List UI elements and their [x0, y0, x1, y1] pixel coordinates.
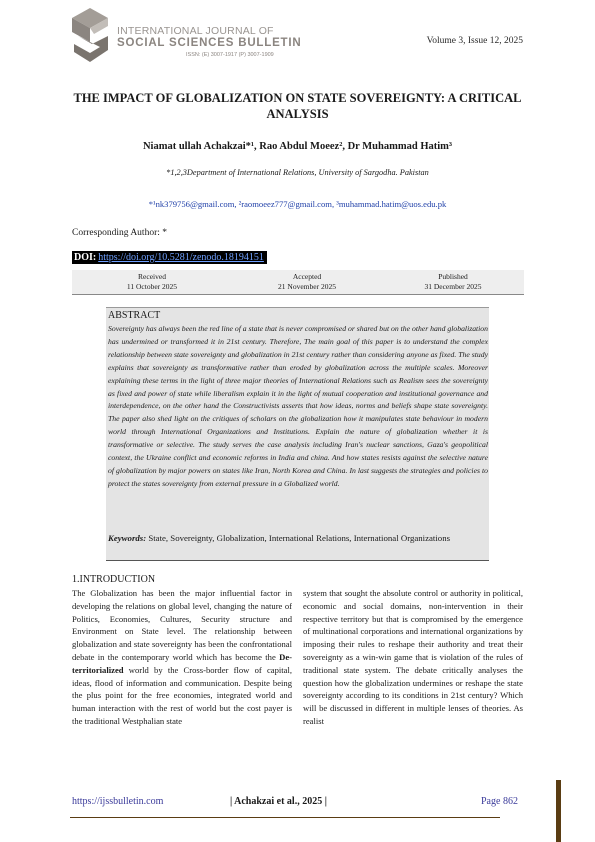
paper-title: THE IMPACT OF GLOBALIZATION ON STATE SOVEREIGNTY: A CRITICAL ANALYSIS [73, 91, 522, 121]
footer-url-link[interactable]: https://ijssbulletin.com [72, 796, 164, 807]
dates-table [72, 270, 524, 295]
intro-left-column [72, 587, 292, 728]
doi-link[interactable]: https://doi.org/10.5281/zenodo.18194151 [98, 251, 267, 264]
footer-citation: | Achakzai et al., 2025 | [230, 796, 327, 807]
abstract-heading: ABSTRACT [108, 310, 161, 321]
abstract-body: Sovereignty has always been the red line of a state that is never compromised or shared but on the other hand globalization has undermined or transformed it in 21st century. Therefore, The main goal of this paper is to understand the complex relationship between state sovereignty and globalization in 21st century rather than considering anyone as fixed. The study explains that sovereignty as transformative rather than eroded by globalization across the multiple scales. Moreover explaining these terms in the light of three major theories of International Relations such as Realism sees the sovereignty as fixed and power of state while liberalism explain it in the light of mutual cooperation and institutional governance and interdependence, on the other hand the Constructivists asserts that how ideas, norms and beliefs shape state sovereignty. The paper also shed light on the critiques of scholars on the globalization how it manipulates state behaviour in modern world through International Organizations and Institutions. Explain the nature of globalization whether it is transformative or selective. The study serves the case analysis including Iran's nuclear sanctions, Gaza's geopolitical context, the Ukraine conflict and economic reforms in India and china. And how states resists against the selective nature of globalization by major powers on states like Iran, North Korea and China. In last suggests the strategies and policies to protect the states sovereignty from external pressure in a Globalized world. [108, 324, 488, 488]
keywords-label: Keywords: [108, 533, 147, 543]
received-date [72, 272, 232, 292]
author-list: Niamat ullah Achakzai*¹, Rao Abdul Moeez², Dr Muhammad Hatim³ [142, 141, 453, 152]
doi-label: DOI: [74, 252, 97, 263]
abstract-box [106, 307, 489, 561]
intro-text: world by the Cross-border flow of capital, ideas, flood of information and communication. Despite being the plus point for the free economies, integrated world and human interaction with the rest of world but the cost payer is the traditional Westphalian state [72, 664, 292, 726]
accepted-value: 21 November 2025 [278, 282, 336, 291]
footer-accent-bar [556, 780, 561, 842]
accepted-label: Accepted [292, 272, 322, 281]
keywords-list: State, Sovereignty, Globalization, International Relations, International Organizations [146, 533, 451, 543]
published-value: 31 December 2025 [424, 282, 482, 291]
received-label: Received [138, 272, 166, 281]
intro-emphasis: De-territorialized [72, 651, 292, 675]
affiliation: *1,2,3Department of International Relations, University of Sargodha. Pakistan [166, 168, 429, 177]
intro-right-column: system that sought the absolute control or authority in political, economic and social domains, non-intervention in their respective territory but that is compromised by the emergence of multinational corporations and international organizations by imposing their rules to reshape their authority and treat their sovereignty as a win-win game that is violation of the rules of traditional state system. The debate critically analyses the question how the globalization undermines or reshape the state sovereignty according to its conditions in 21st century? Which will be discussed in different in multiple lenses of theories. As realist [303, 588, 523, 726]
volume-issue: Volume 3, Issue 12, 2025 [426, 36, 523, 46]
page-number: Page 862 [481, 796, 518, 807]
journal-logo-icon [70, 6, 112, 64]
keywords [108, 532, 488, 545]
doi-line [72, 252, 267, 263]
received-value: 11 October 2025 [126, 282, 178, 291]
introduction-heading: 1.INTRODUCTION [72, 574, 156, 585]
published-label: Published [438, 272, 468, 281]
accepted-date [232, 272, 382, 292]
intro-text: The Globalization has been the major influential factor in developing the relations on global level, changing the nature of Politics, Economies, Cultures, Security structure and Environment on State level. The relationship between globalization and state sovereignty has been the confrontational debate in the contemporary world which has become the [72, 588, 292, 662]
published-date [382, 272, 524, 292]
journal-name-line2: SOCIAL SCIENCES BULLETIN [117, 37, 302, 49]
author-emails[interactable]: *¹nk379756@gmail.com, ²raomoeez777@gmail.com, ³muhammad.hatim@uos.edu.pk [148, 199, 447, 209]
journal-issn: ISSN: (E) 3007-1917 (P) 3007-1909 [186, 52, 274, 58]
corresponding-author: Corresponding Author: * [72, 228, 167, 238]
journal-name-line1: INTERNATIONAL JOURNAL OF [117, 25, 274, 37]
footer-divider [70, 817, 500, 818]
